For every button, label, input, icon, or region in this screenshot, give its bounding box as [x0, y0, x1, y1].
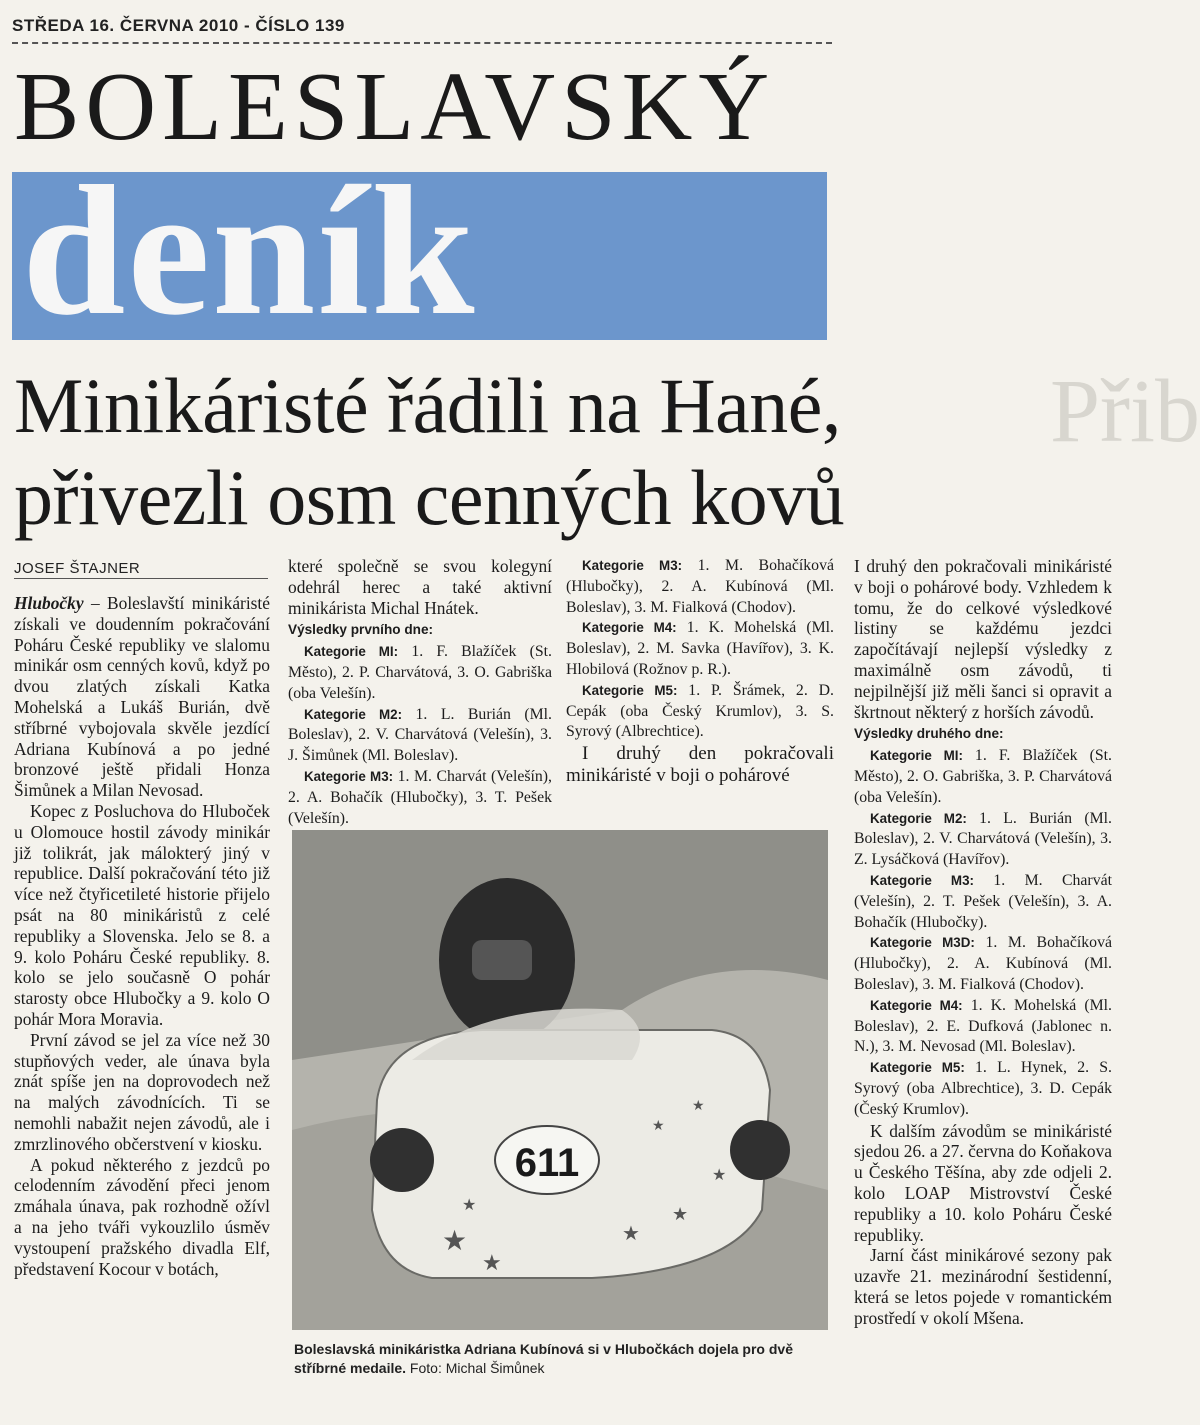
- paragraph-5: I druhý den pokračovali minikáristé v boji o pohárové body. Vzhledem k tomu, že do celkové výsledkové listiny se každému jezdci započítávají nejlepší výsledky z maximálně osm závodů, ti nejpilnější již měli šanci si opravit a škrtnout některý z horších závodů.: [854, 556, 1112, 722]
- result-category: Kategorie M5:: [582, 682, 678, 698]
- byline: JOSEF ŠTAJNER: [14, 560, 141, 577]
- article-column-2: [288, 556, 552, 829]
- dateline: STŘEDA 16. ČERVNA 2010 - ČÍSLO 139: [12, 16, 345, 35]
- race-photo: [292, 830, 828, 1330]
- race-number: 611: [514, 1141, 580, 1185]
- result-day2-m4: [854, 996, 1112, 1058]
- photo-credit: Foto: Michal Šimůnek: [406, 1360, 545, 1376]
- wheel-left: [370, 1128, 434, 1192]
- result-category: Kategorie M2:: [304, 706, 403, 722]
- result-text: 1. L. Hynek, 2. S. Syrový (oba Albrechtice), 3. D. Cepák (Český Krumlov).: [854, 1059, 1112, 1118]
- result-text: 1. M. Bohačíková (Hlubočky), 2. A. Kubínová (Ml. Boleslav), 3. M. Fialková (Chodov).: [566, 557, 834, 616]
- result-text: 1. M. Charvát (Velešín), 2. A. Bohačík (Hlubočky), 3. T. Pešek (Velešín).: [288, 767, 552, 827]
- photo-caption: [294, 1340, 834, 1378]
- result-category: Kategorie M3:: [304, 768, 394, 784]
- result-text: 1. M. Charvát (Velešín), 2. T. Pešek (Velešín), 3. A. Bohačík (Hlubočky).: [854, 871, 1112, 931]
- result-text: 1. K. Mohelská (Ml. Boleslav), 2. E. Dufková (Jablonec n. N.), 3. M. Nevosad (Ml. Boleslav).: [854, 996, 1113, 1056]
- lead-paragraph: [14, 593, 270, 801]
- paragraph-3: První závod se jel za více než 30 stupňových veder, ale únava byla znát spíše jen na doprovodech než na malých závodnících. Ti se nemohli nabažit nejen závodů, ale i zmrzlinového občerstvení v kiosku.: [14, 1029, 270, 1154]
- paragraph-7: Jarní část minikárové sezony pak uzavře 21. mezinárodní šestidenní, která se letos pojede v romantickém prostředí v okolí Mšena.: [854, 1245, 1112, 1328]
- svg-text:★: ★: [692, 1099, 705, 1114]
- paragraph-2: Kopec z Posluchova do Hluboček u Olomouce hostil závody minikár již tolikrát, jak málokterý jiný v republice. Další pokračování této již více než čtyřicetileté historie přijelo psát na 80 minikáristů z celé republiky a Slovenska. Jelo se 8. a 9. kolo Poháru České republiky. 8. kolo se jelo současně O pohár starosty obce Hlubočky a 9. kolo O pohár Mora Moravia.: [14, 800, 270, 1029]
- result-day2-m2: [854, 809, 1112, 871]
- masthead-title-top: BOLESLAVSKÝ: [14, 53, 776, 161]
- result-category: Kategorie M2:: [870, 810, 967, 826]
- result-category: Kategorie MI:: [304, 644, 399, 660]
- svg-text:★: ★: [462, 1197, 477, 1214]
- paragraph-6: K dalším závodům se minikáristé sjedou 26. a 27. června do Koňakova u Českého Těšína, aby zde odjeli 2. kolo LOAP Mistrovství České republiky a 10. kolo Poháru České republiky.: [854, 1120, 1112, 1245]
- race-photo-illustration: [292, 830, 828, 1330]
- svg-text:★: ★: [482, 1250, 502, 1275]
- result-category: Kategorie M3:: [870, 872, 974, 888]
- article-column-4: [854, 556, 1112, 1328]
- result-day1-m4: [566, 618, 834, 680]
- svg-text:★: ★: [652, 1119, 665, 1134]
- svg-text:★: ★: [712, 1167, 727, 1184]
- paragraph-5-start: I druhý den pokračovali minikáristé v boji o pohárové: [566, 743, 834, 787]
- article-column-1: [14, 593, 270, 1279]
- result-text: 1. L. Burián (Ml. Boleslav), 2. V. Charvátová (Velešín), 3. J. Šimůnek (Ml. Boleslav).: [288, 705, 552, 765]
- result-category: Kategorie MI:: [870, 748, 963, 764]
- day1-results-heading: Výsledky prvního dne:: [288, 622, 434, 638]
- result-text: 1. K. Mohelská (Ml. Boleslav), 2. M. Savka (Havířov), 3. K. Hlobilová (Rožnov p. R.).: [566, 619, 835, 678]
- result-category: Kategorie M3:: [582, 558, 683, 573]
- article-headline: [14, 360, 1014, 544]
- result-day2-m3d: [854, 933, 1112, 995]
- masthead-title-bottom: deník: [22, 148, 477, 354]
- headline-line-2: přivezli osm cenných kovů: [14, 454, 845, 541]
- svg-text:★: ★: [622, 1223, 640, 1245]
- result-day1-m3-girls: [566, 556, 834, 618]
- result-category: Kategorie M5:: [870, 1060, 965, 1076]
- svg-text:★: ★: [442, 1226, 468, 1257]
- result-day1-m2: [288, 705, 552, 767]
- paragraph-4: A pokud některého z jezdců po celodenním závodění přeci jenom zmáhala únava, pak rozhodně ožívl a na jeho tváři vykouzlilo úsměv vystoupení pražského divadla Elf, představení Kocour v botách,: [14, 1154, 270, 1279]
- result-day1-m5: [566, 681, 834, 743]
- lead-text: – Boleslavští minikáristé získali ve doudenním pokračování Poháru České republiky ve slalomu minikár osm cenných kovů, když po dvou zlatých získali Katka Mohelská a Lukáš Burián, dvě stříbrné vybojovala skvěle jezdící Adriana Kubínová a po jedné bronzové ještě přidali Honza Šimůnek a Milan Nevosad.: [14, 593, 270, 801]
- result-day2-m5: [854, 1058, 1112, 1120]
- headline-line-1: Minikáristé řádili na Hané,: [14, 362, 841, 449]
- bleed-through-text: Přib: [1050, 362, 1200, 461]
- result-text: 1. F. Blažíček (St. Město), 2. P. Charvátová, 3. O. Gabriška (oba Velešín).: [288, 643, 552, 702]
- article-column-3: [566, 556, 834, 787]
- caption-text: Boleslavská minikáristka Adriana Kubínová si v Hlubočkách dojela pro dvě stříbrné medaile.: [294, 1341, 793, 1376]
- result-day1-m3: [288, 767, 552, 829]
- result-category: Kategorie M3D:: [870, 935, 975, 951]
- result-day2-m3: [854, 871, 1112, 933]
- paragraph-4-continued: které společně se svou kolegyní odehrál herec a také aktivní minikárista Michal Hnátek.: [288, 556, 552, 618]
- svg-text:★: ★: [672, 1204, 689, 1224]
- dateline-divider: [12, 42, 832, 44]
- byline-rule: [14, 578, 268, 579]
- day2-results-heading: Výsledky druhého dne:: [854, 726, 1004, 742]
- lead-place: Hlubočky: [14, 593, 84, 613]
- result-text: 1. F. Blažíček (St. Město), 2. O. Gabriška, 3. P. Charvátová (oba Velešín).: [854, 747, 1112, 806]
- result-category: Kategorie M4:: [582, 620, 677, 636]
- result-day1-m1: [288, 642, 552, 704]
- wheel-right: [730, 1120, 790, 1180]
- result-category: Kategorie M4:: [870, 997, 963, 1013]
- result-text: 1. P. Šrámek, 2. D. Cepák (oba Český Krumlov), 3. S. Syrový (Albrechtice).: [566, 681, 834, 741]
- result-day2-m1: [854, 746, 1112, 808]
- result-text: 1. M. Bohačíková (Hlubočky), 2. A. Kubínová (Ml. Boleslav), 3. M. Fialková (Chodov).: [854, 934, 1112, 993]
- result-text: 1. L. Burián (Ml. Boleslav), 2. V. Charvátová (Velešín), 3. Z. Lysáčková (Havířov).: [854, 809, 1112, 869]
